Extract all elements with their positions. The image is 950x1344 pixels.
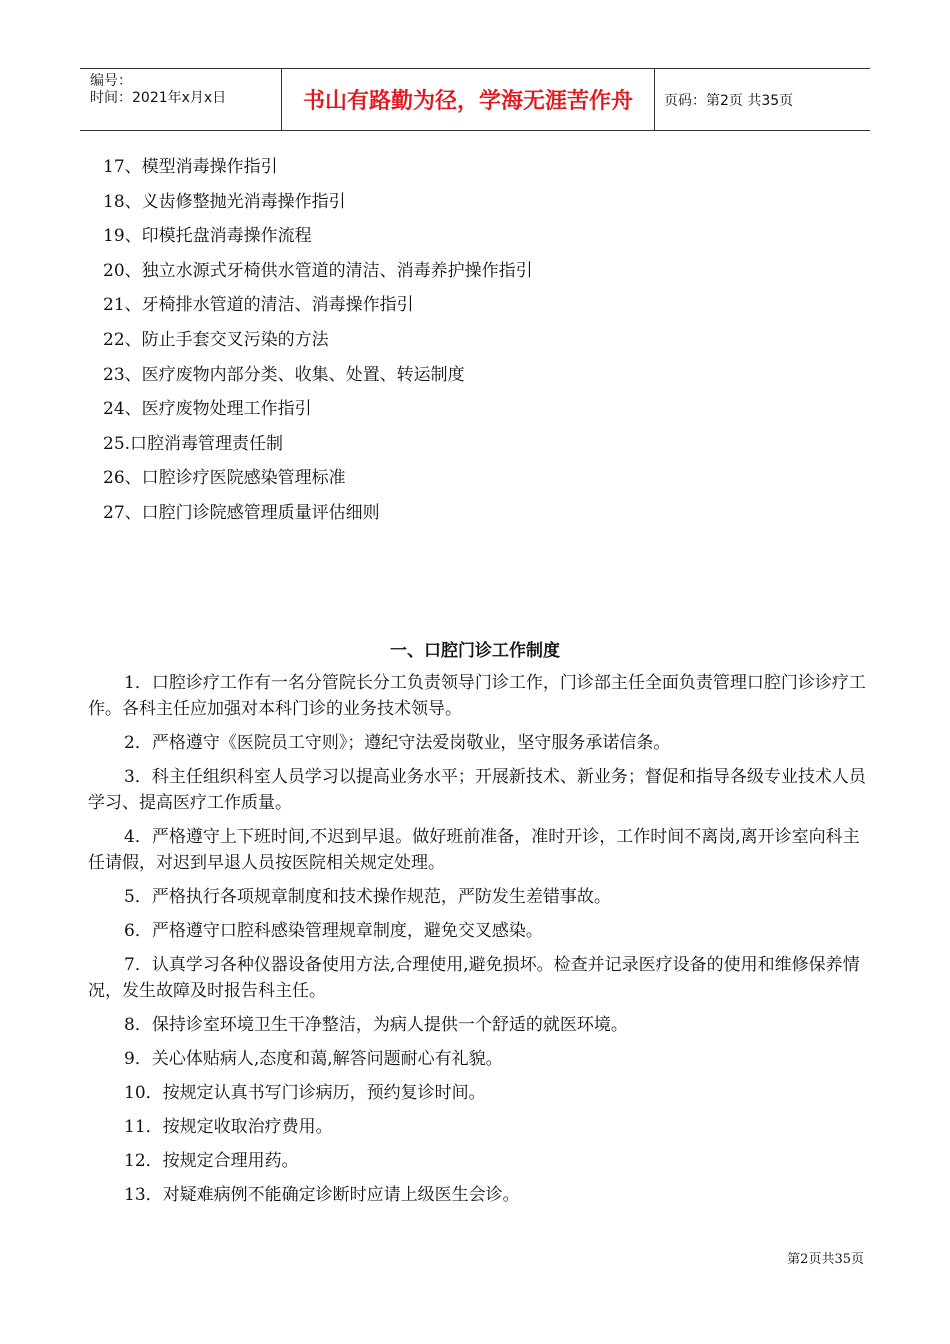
toc-item: 27、口腔门诊院感管理质量评估细则 xyxy=(103,502,380,523)
paragraph: 11．按规定收取治疗费用。 xyxy=(124,1117,333,1137)
paragraph: 5．严格执行各项规章制度和技术操作规范，严防发生差错事故。 xyxy=(124,887,611,907)
toc-item: 19、印模托盘消毒操作流程 xyxy=(103,226,312,247)
paragraph: 10．按规定认真书写门诊病历，预约复诊时间。 xyxy=(124,1083,486,1103)
toc-item: 24、医疗废物处理工作指引 xyxy=(103,399,312,420)
toc-item: 21、牙椅排水管道的清洁、消毒操作指引 xyxy=(103,295,414,316)
paragraph: 3．科主任组织科室人员学习以提高业务水平；开展新技术、新业务；督促和指导各级专业技术人员学习、提高医疗工作质量。 xyxy=(88,767,866,813)
table-of-contents xyxy=(103,150,533,531)
paragraph: 7．认真学习各种仪器设备使用方法,合理使用,避免损坏。检查并记录医疗设备的使用和维修保养情况，发生故障及时报告科主任。 xyxy=(88,955,860,1001)
toc-item: 17、模型消毒操作指引 xyxy=(103,157,278,177)
toc-item: 20、独立水源式牙椅供水管道的清洁、消毒养护操作指引 xyxy=(103,260,533,281)
header-page-number: 页码：第2页 共35页 xyxy=(664,92,794,109)
toc-item: 25.口腔消毒管理责任制 xyxy=(103,433,284,454)
section-title: 一、口腔门诊工作制度 xyxy=(390,641,560,661)
toc-item: 26、口腔诊疗医院感染管理标准 xyxy=(103,468,346,489)
paragraph: 6．严格遵守口腔科感染管理规章制度，避免交叉感染。 xyxy=(124,921,543,941)
toc-item: 22、防止手套交叉污染的方法 xyxy=(103,329,329,350)
paragraph: 12．按规定合理用药。 xyxy=(124,1151,299,1171)
paragraph: 9．关心体贴病人,态度和蔼,解答问题耐心有礼貌。 xyxy=(124,1049,503,1069)
paragraph: 8．保持诊室环境卫生干净整洁，为病人提供一个舒适的就医环境。 xyxy=(124,1015,628,1035)
paragraph: 2．严格遵守《医院员工守则》；遵纪守法爱岗敬业，坚守服务承诺信条。 xyxy=(124,733,671,753)
paragraph: 1．口腔诊疗工作有一名分管院长分工负责领导门诊工作，门诊部主任全面负责管理口腔门诊诊疗工作。各科主任应加强对本科门诊的业务技术领导。 xyxy=(88,673,866,719)
paragraph: 13．对疑难病例不能确定诊断时应请上级医生会诊。 xyxy=(124,1185,520,1205)
section-body xyxy=(88,670,866,1216)
document-time-label: 时间：2021年x月x日 xyxy=(90,90,227,106)
header-motto: 书山有路勤为径，学海无涯苦作舟 xyxy=(282,69,655,130)
toc-item: 23、医疗废物内部分类、收集、处置、转运制度 xyxy=(103,364,465,385)
header-meta-cell xyxy=(80,69,282,130)
document-number-label: 编号： xyxy=(90,73,132,89)
paragraph: 4．严格遵守上下班时间,不迟到早退。做好班前准备，准时开诊，工作时间不离岗,离开诊室向科主任请假，对迟到早退人员按医院相关规定处理。 xyxy=(88,827,860,873)
page-footer: 第2页共35页 xyxy=(787,1252,864,1267)
toc-item: 18、义齿修整抛光消毒操作指引 xyxy=(103,191,346,212)
page-header xyxy=(80,68,870,131)
